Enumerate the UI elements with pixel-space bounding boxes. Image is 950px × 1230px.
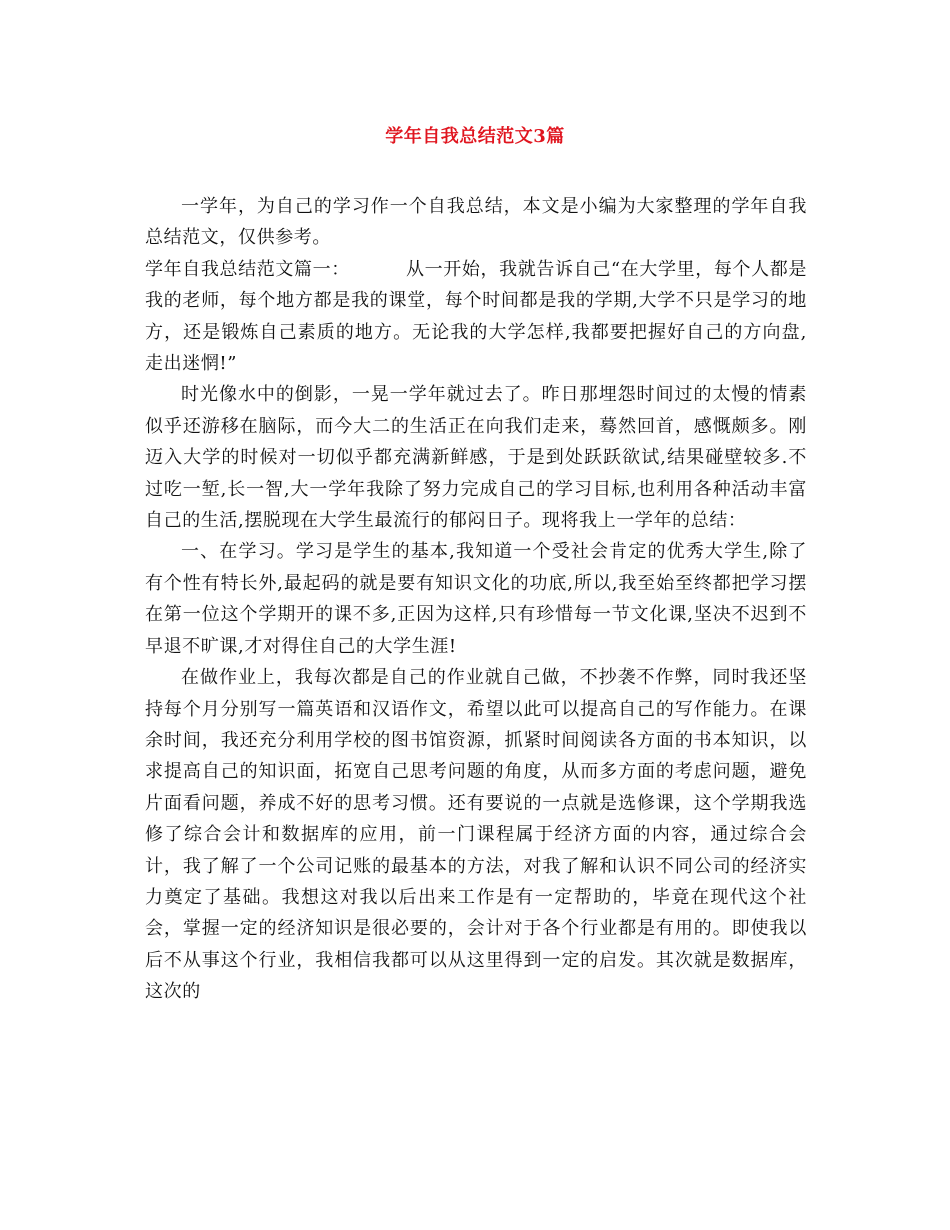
paragraph-2: 时光像水中的倒影，一晃一学年就过去了。昨日那埋怨时间过的太慢的情素似乎还游移在脑际，而今大二的生活正在向我们走来，蓦然回首，感慨颇多。刚迈入大学的时候对一切似乎都充满新鲜感，于是到处跃跃欲试,结果碰壁较多.不过吃一堑,长一智,大一学年我除了努力完成自己的学习目标,也利用各种活动丰富自己的生活,摆脱现在大学生最流行的郁闷日子。现将我上一学年的总结： bbox=[145, 384, 807, 532]
section1-quote: 从一开始，我就告诉自己“在大学里，每个人都是我的老师，每个地方都是我的课堂，每个时间都是我的学期,大学不只是学习的地方，还是锻炼自己素质的地方。无论我的大学怎样,我都要把握好自己的方向盘,走出迷惘!” bbox=[145, 258, 807, 375]
section1-paragraph bbox=[145, 254, 807, 380]
paragraph-3: 一、在学习。学习是学生的基本,我知道一个受社会肯定的优秀大学生,除了有个性有特长外,最起码的就是要有知识文化的功底,所以,我至始至终都把学习摆在第一位这个学期开的课不多,正因为这样,只有珍惜每一节文化课,坚决不迟到不早退不旷课,才对得住自己的大学生涯! bbox=[145, 541, 807, 657]
document-body bbox=[145, 191, 807, 1008]
intro-paragraph: 一学年，为自己的学习作一个自我总结，本文是小编为大家整理的学年自我总结范文，仅供参考。 bbox=[145, 196, 807, 249]
document-title: 学年自我总结范文3篇 bbox=[385, 126, 565, 147]
paragraph-4: 在做作业上，我每次都是自己的作业就自己做，不抄袭不作弊，同时我还坚持每个月分别写一篇英语和汉语作文，希望以此可以提高自己的写作能力。在课余时间，我还充分利用学校的图书馆资源，抓紧时间阅读各方面的书本知识，以求提高自己的知识面，拓宽自己思考问题的角度，从而多方面的考虑问题，避免片面看问题，养成不好的思考习惯。还有要说的一点就是选修课，这个学期我选修了综合会计和数据库的应用，前一门课程属于经济方面的内容，通过综合会计，我了解了一个公司记账的最基本的方法，对我了解和认识不同公司的经济实力奠定了基础。我想这对我以后出来工作是有一定帮助的，毕竟在现代这个社会，掌握一定的经济知识是很必要的，会计对于各个行业都是有用的。即使我以后不从事这个行业，我相信我都可以从这里得到一定的启发。其次就是数据库，这次的 bbox=[145, 667, 807, 1003]
section1-heading: 学年自我总结范文篇一： bbox=[145, 258, 350, 280]
